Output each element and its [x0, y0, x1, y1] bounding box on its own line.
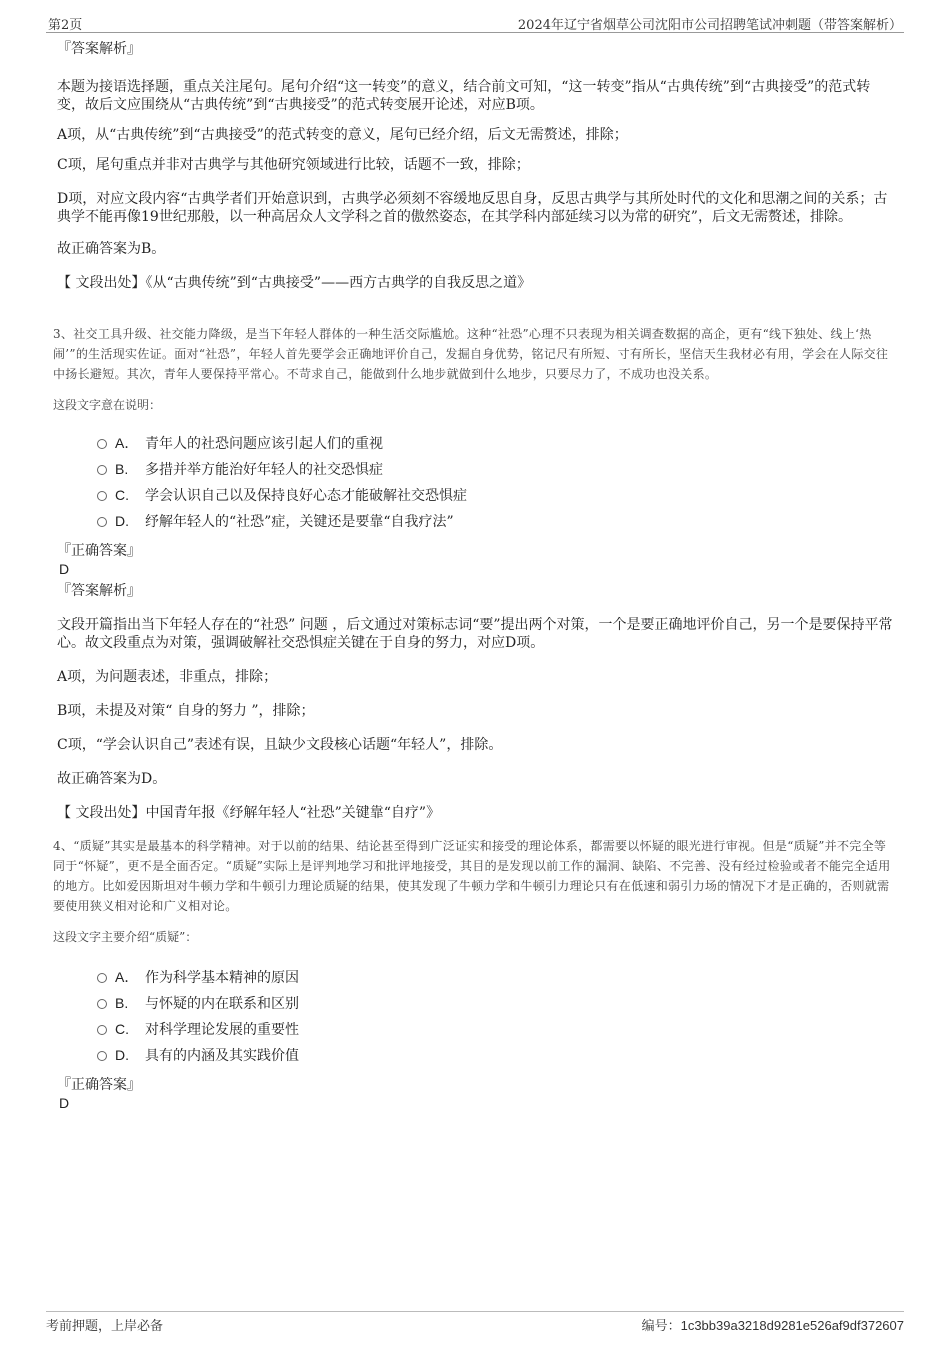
- options-list: [57, 968, 893, 1072]
- analysis-paragraph: D项，对应文段内容“古典学者们开始意识到，古典学必须刻不容缓地反思自身，反思古典学与其所处时代的文化和思潮之间的关系；古典学不能再像19世纪那般，以一种高居众人文学科之首的傲然姿态，在其学科内部延续习以为常的研究”，后文无需赘述，排除。: [57, 191, 888, 225]
- option-a[interactable]: [57, 968, 893, 994]
- correct-answer-label: 『正确答案』: [57, 1077, 141, 1093]
- radio-button[interactable]: [97, 973, 107, 983]
- option-text: 对科学理论发展的重要性: [145, 1022, 299, 1038]
- correct-answer-label: 『正确答案』: [57, 543, 141, 559]
- option-c[interactable]: [57, 1020, 893, 1046]
- analysis-label: 『答案解析』: [57, 583, 141, 599]
- option-a[interactable]: [57, 434, 893, 460]
- correct-answer: D: [59, 1095, 70, 1111]
- option-text: 多措并举方能治好年轻人的社交恐惧症: [145, 462, 383, 478]
- option-letter: D.: [115, 513, 129, 529]
- option-letter: A．: [115, 969, 139, 985]
- question-text: 4、“质疑”其实是最基本的科学精神。对于以前的结果、结论甚至得到广泛证实和接受的理论体系，都需要以怀疑的眼光进行审视。但是“质疑”并不完全等同于“怀疑”，更不是全面否定。“质疑”实际上是评判地学习和批评地接受，其目的是发现以前工作的漏洞、缺陷、不完善、没有经过检验或者不能完全适用的地方。比如爱因斯坦对牛顿力学和牛顿引力理论质疑的结果，使其发现了牛顿力学和牛顿引力理论只有在低速和弱引力场的情况下才是正确的，否则就需要使用狭义相对论和广义相对论。: [53, 839, 891, 913]
- option-d[interactable]: [57, 512, 893, 538]
- radio-button[interactable]: [97, 491, 107, 501]
- analysis-paragraph: 本题为接语选择题，重点关注尾句。尾句介绍“这一转变”的意义，结合前文可知，“这一转变”指从“古典传统”到“古典接受”的范式转变，故后文应围绕从“古典传统”到“古典接受”的范式转变展开论述，对应B项。: [57, 79, 871, 113]
- analysis-conclusion: 故正确答案为D。: [57, 771, 167, 787]
- page-footer: [46, 1311, 904, 1336]
- document-content: [53, 40, 893, 1116]
- analysis-paragraph: 文段开篇指出当下年轻人存在的“社恐” 问题 ，后文通过对策标志词“要”提出两个对策，一个是要正确地评价自己，另一个是要保持平常心。故文段重点为对策，强调破解社交恐惧症关键在于自身的努力，对应D项。: [57, 617, 893, 651]
- option-text: 与怀疑的内在联系和区别: [145, 996, 299, 1012]
- code-value: 1c3bb39a3218d9281e526af9df372607: [680, 1318, 904, 1333]
- page-number: 第2页: [48, 18, 83, 33]
- option-b[interactable]: [57, 460, 893, 486]
- source-citation: 【 文段出处】《从“古典传统”到“古典接受”——西方古典学的自我反思之道》: [57, 275, 532, 291]
- footer-slogan: 考前押题，上岸必备: [46, 1319, 164, 1334]
- analysis-paragraph: C项，尾句重点并非对古典学与其他研究领域进行比较，话题不一致，排除；: [57, 157, 530, 173]
- radio-button[interactable]: [97, 1025, 107, 1035]
- analysis-label: 『答案解析』: [57, 41, 141, 57]
- option-text: 青年人的社恐问题应该引起人们的重视: [145, 436, 383, 452]
- previous-question-analysis: [57, 40, 893, 292]
- option-c[interactable]: [57, 486, 893, 512]
- radio-button[interactable]: [97, 439, 107, 449]
- radio-button[interactable]: [97, 999, 107, 1009]
- option-letter: B.: [115, 461, 129, 477]
- question-prompt: 这段文字意在说明：: [53, 398, 162, 412]
- document-title: 2024年辽宁省烟草公司沈阳市公司招聘笔试冲刺题（带答案解析）: [517, 18, 902, 33]
- option-b[interactable]: [57, 994, 893, 1020]
- option-text: 纾解年轻人的“社恐”症，关键还是要靠“自我疗法”: [145, 514, 454, 530]
- option-letter: C.: [115, 487, 129, 503]
- code-label: 编号：: [641, 1319, 681, 1334]
- option-d[interactable]: [57, 1046, 893, 1072]
- question-text: 3、社交工具升级、社交能力降级，是当下年轻人群体的一种生活交际尴尬。这种“社恐”心理不只表现为相关调查数据的高企，更有“线下独处、线上‘热闹’”的生活现实佐证。面对“社恐”，年轻人首先要学会正确地评价自己，发掘自身优势，铭记尺有所短、寸有所长，坚信天生我材必有用，学会在人际交往中扬长避短。其次，青年人要保持平常心。不苛求自己，能做到什么地步就做到什么地步，只要尽力了，不成功也没关系。: [53, 327, 889, 381]
- document-code: [642, 1315, 904, 1334]
- analysis-paragraph: A项，为问题表述，非重点，排除；: [57, 669, 278, 685]
- option-letter: B.: [115, 995, 129, 1011]
- option-text: 作为科学基本精神的原因: [145, 970, 299, 986]
- radio-button[interactable]: [97, 517, 107, 527]
- question-prompt: 这段文字主要介绍“质疑”：: [53, 930, 198, 944]
- radio-button[interactable]: [97, 1051, 107, 1061]
- question-4: [53, 836, 893, 1112]
- option-letter: A．: [115, 435, 139, 451]
- analysis-paragraph: C项，“学会认识自己”表述有误，且缺少文段核心话题“年轻人”，排除。: [57, 737, 503, 753]
- option-text: 具有的内涵及其实践价值: [145, 1048, 299, 1064]
- correct-answer: D: [59, 561, 70, 577]
- page-header: [46, 12, 904, 33]
- option-letter: D.: [115, 1047, 129, 1063]
- source-citation: 【 文段出处】中国青年报《纾解年轻人“社恐”关键靠“自疗”》: [57, 805, 441, 821]
- radio-button[interactable]: [97, 465, 107, 475]
- option-letter: C.: [115, 1021, 129, 1037]
- options-list: [57, 434, 893, 538]
- option-text: 学会认识自己以及保持良好心态才能破解社交恐惧症: [145, 488, 467, 504]
- analysis-paragraph: A项，从“古典传统”到“古典接受”的范式转变的意义，尾句已经介绍，后文无需赘述，排除；: [57, 127, 628, 143]
- question-3: [53, 324, 893, 822]
- analysis-paragraph: B项，未提及对策“ 自身的努力 ”，排除；: [57, 703, 315, 719]
- analysis-conclusion: 故正确答案为B。: [57, 241, 166, 257]
